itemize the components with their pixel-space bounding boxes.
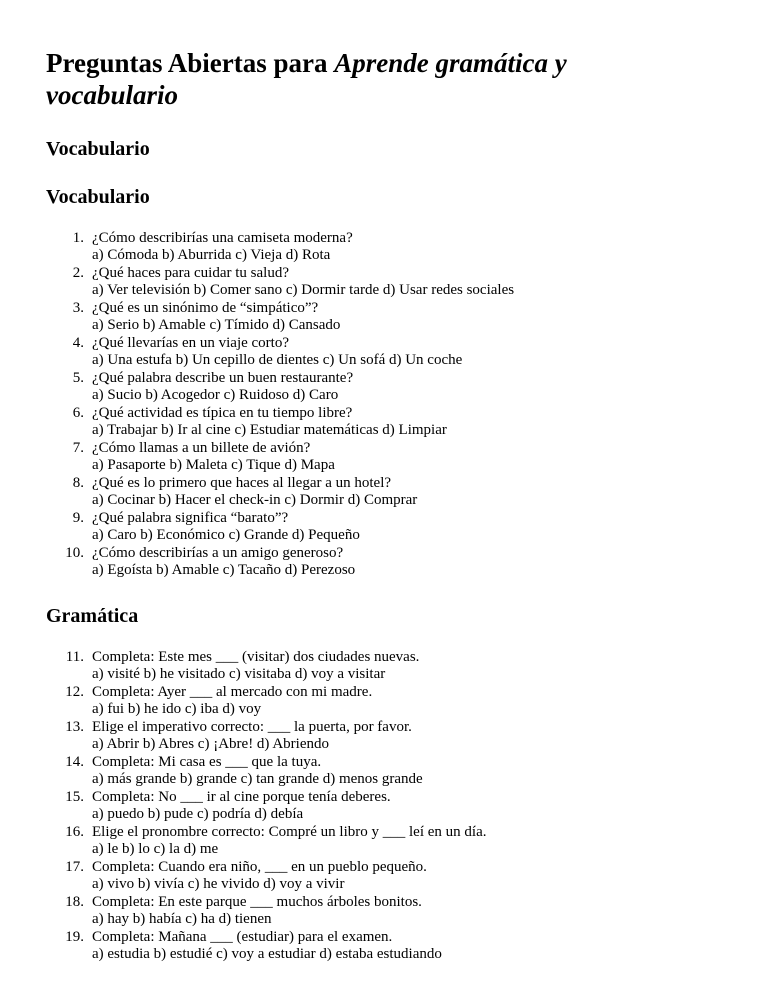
answer-options: a) le b) lo c) la d) me [92,840,219,857]
question-number: 12. [65,683,84,700]
answer-options: a) fui b) he ido c) iba d) voy [92,700,262,717]
title-prefix: Preguntas Abiertas para [46,48,335,78]
answer-options: a) Caro b) Económico c) Grande d) Pequeño [92,526,360,543]
question-item [46,789,722,823]
question-text: Elige el imperativo correcto: ___ la puerta, por favor. [92,718,412,735]
question-item [46,929,722,963]
question-body [92,230,722,264]
heading-vocabulario-section: Vocabulario [46,137,150,160]
answer-options: a) Ver televisión b) Comer sano c) Dormir tarde d) Usar redes sociales [92,281,515,298]
question-item [46,754,722,788]
question-number: 2. [72,264,84,281]
question-text: Elige el pronombre correcto: Compré un libro y ___ leí en un día. [92,823,487,840]
question-text: ¿Qué es un sinónimo de “simpático”? [92,299,319,316]
question-number: 10. [65,544,84,561]
answer-options: a) estudia b) estudié c) voy a estudiar d) estaba estudiando [92,945,442,962]
question-number: 4. [72,334,84,351]
question-item [46,859,722,893]
answer-options: a) Cocinar b) Hacer el check-in c) Dormir d) Comprar [92,491,418,508]
answer-options: a) Trabajar b) Ir al cine c) Estudiar matemáticas d) Limpiar [92,421,447,438]
question-item [46,370,722,404]
answer-options: a) Sucio b) Acogedor c) Ruidoso d) Caro [92,386,339,403]
question-body [92,300,722,334]
question-number: 15. [65,788,84,805]
question-number: 1. [72,229,84,246]
question-body [92,929,722,963]
question-item [46,405,722,439]
question-text: ¿Qué haces para cuidar tu salud? [92,264,289,281]
question-item [46,265,722,299]
question-item [46,335,722,369]
question-body [92,824,722,858]
question-text: ¿Qué palabra significa “barato”? [92,509,289,526]
question-body [92,335,722,369]
question-text: ¿Qué es lo primero que haces al llegar a un hotel? [92,474,392,491]
question-number: 8. [72,474,84,491]
question-body [92,265,722,299]
question-number: 7. [72,439,84,456]
question-text: ¿Cómo describirías a un amigo generoso? [92,544,344,561]
question-item [46,894,722,928]
question-text: ¿Qué palabra describe un buen restaurante? [92,369,354,386]
question-number: 3. [72,299,84,316]
heading-vocabulario-subsection: Vocabulario [46,185,150,208]
question-body [92,510,722,544]
question-text: Completa: En este parque ___ muchos árboles bonitos. [92,893,422,910]
question-number: 6. [72,404,84,421]
question-body [92,789,722,823]
question-number: 14. [65,753,84,770]
heading-gramatica-section: Gramática [46,604,139,627]
question-text: Completa: Mi casa es ___ que la tuya. [92,753,322,770]
question-text: Completa: Ayer ___ al mercado con mi madre. [92,683,373,700]
question-item [46,684,722,718]
answer-options: a) vivo b) vivía c) he vivido d) voy a vivir [92,875,345,892]
question-item [46,440,722,474]
question-item [46,300,722,334]
question-body [92,370,722,404]
question-item [46,475,722,509]
question-text: ¿Qué llevarías en un viaje corto? [92,334,289,351]
question-number: 17. [65,858,84,875]
document-title [46,48,686,112]
question-body [92,475,722,509]
question-number: 19. [65,928,84,945]
question-body [92,719,722,753]
question-number: 16. [65,823,84,840]
question-item [46,824,722,858]
question-body [92,545,722,579]
question-item [46,649,722,683]
question-text: ¿Qué actividad es típica en tu tiempo libre? [92,404,353,421]
answer-options: a) Serio b) Amable c) Tímido d) Cansado [92,316,341,333]
question-number: 9. [72,509,84,526]
question-text: Completa: Mañana ___ (estudiar) para el examen. [92,928,393,945]
answer-options: a) Egoísta b) Amable c) Tacaño d) Perezoso [92,561,356,578]
answer-options: a) Abrir b) Abres c) ¡Abre! d) Abriendo [92,735,330,752]
question-text: ¿Cómo llamas a un billete de avión? [92,439,311,456]
question-number: 13. [65,718,84,735]
question-body [92,859,722,893]
question-text: Completa: Este mes ___ (visitar) dos ciudades nuevas. [92,648,420,665]
answer-options: a) hay b) había c) ha d) tienen [92,910,272,927]
question-body [92,440,722,474]
question-item [46,545,722,579]
question-text: Completa: Cuando era niño, ___ en un pueblo pequeño. [92,858,427,875]
question-number: 11. [65,648,84,665]
answer-options: a) visité b) he visitado c) visitaba d) voy a visitar [92,665,386,682]
question-body [92,684,722,718]
question-item [46,719,722,753]
vocabulario-question-list [46,230,722,579]
question-body [92,405,722,439]
question-number: 18. [65,893,84,910]
question-number: 5. [72,369,84,386]
question-body [92,649,722,683]
question-text: ¿Cómo describirías una camiseta moderna? [92,229,353,246]
answer-options: a) Pasaporte b) Maleta c) Tique d) Mapa [92,456,335,473]
question-body [92,894,722,928]
title-italic-part: Aprende gramática y vocabulario [46,48,567,110]
answer-options: a) puedo b) pude c) podría d) debía [92,805,304,822]
answer-options: a) Cómoda b) Aburrida c) Vieja d) Rota [92,246,331,263]
answer-options: a) Una estufa b) Un cepillo de dientes c) Un sofá d) Un coche [92,351,463,368]
question-body [92,754,722,788]
gramatica-question-list [46,649,722,963]
question-item [46,510,722,544]
question-item [46,230,722,264]
answer-options: a) más grande b) grande c) tan grande d) menos grande [92,770,423,787]
question-text: Completa: No ___ ir al cine porque tenía deberes. [92,788,391,805]
